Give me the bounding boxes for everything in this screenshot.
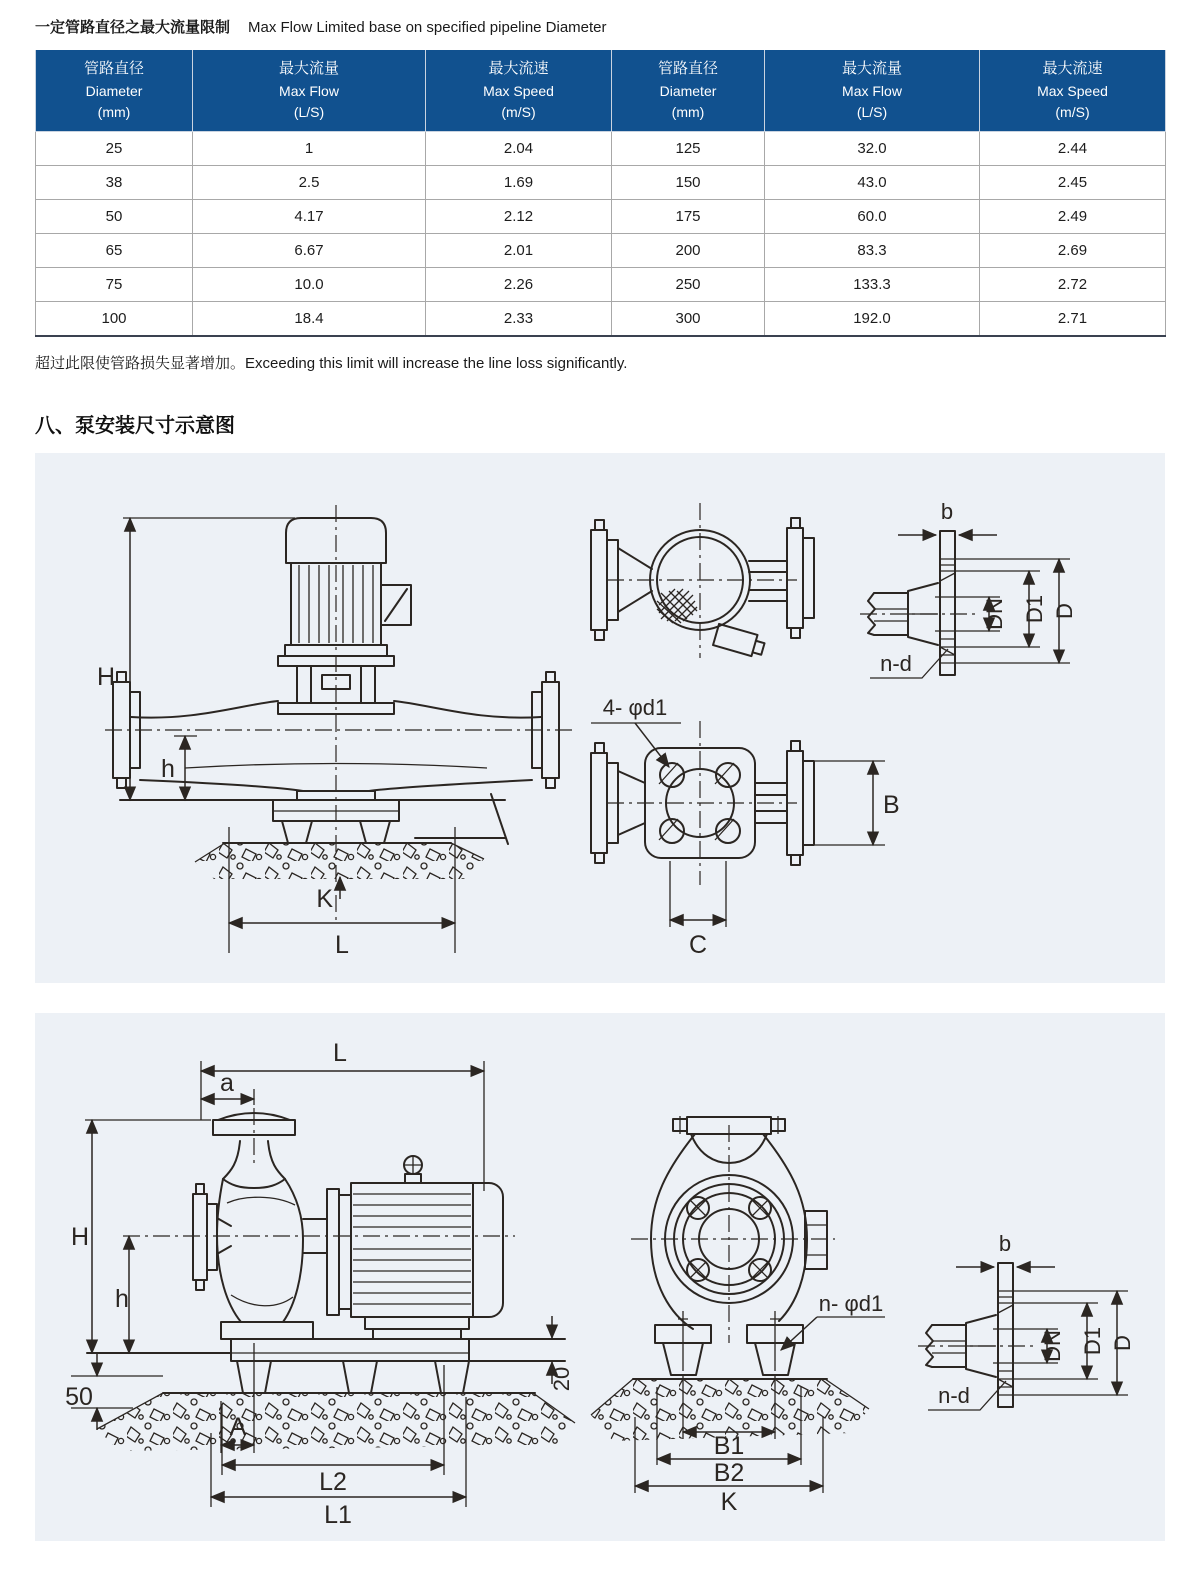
table-header-cell: 最大流量 Max Flow (L/S): [193, 50, 426, 131]
table-cell: 18.4: [193, 301, 426, 336]
table-cell: 300: [612, 301, 765, 336]
table-cell: 75: [36, 267, 193, 301]
table-header-cell: 最大流量 Max Flow (L/S): [765, 50, 980, 131]
table-cell: 150: [612, 165, 765, 199]
table-cell: 200: [612, 233, 765, 267]
dim-label-h-small: h: [161, 754, 175, 783]
table-cell: 192.0: [765, 301, 980, 336]
dim-label-50: 50: [65, 1382, 93, 1411]
table-cell: 83.3: [765, 233, 980, 267]
baseplate-foundation-drawing: [120, 794, 508, 879]
table-cell: 250: [612, 267, 765, 301]
motor-drawing: [303, 1156, 503, 1339]
pump-casing-drawing: [193, 1179, 313, 1339]
table-cell: 32.0: [765, 131, 980, 165]
limit-note-zh: 超过此限使管路损失显著增加。: [35, 354, 246, 372]
horizontal-pump-dimension-drawing: [35, 1013, 1165, 1541]
limit-note: [35, 352, 1165, 373]
table-row: [36, 233, 1166, 267]
dim-label-a-small: a: [220, 1068, 234, 1097]
dim-label-a-capital: A: [229, 1412, 247, 1441]
page-title-en: Max Flow Limited base on specified pipeline Diameter: [248, 19, 607, 36]
table-cell: 2.04: [426, 131, 612, 165]
junction-box: [713, 623, 766, 658]
page-title-zh: 一定管路直径之最大流量限制: [35, 19, 231, 36]
table-cell: 2.72: [980, 267, 1166, 301]
table-cell: 50: [36, 199, 193, 233]
feet-foundation-drawing: [591, 1311, 869, 1441]
dim-label-b1: B1: [713, 1431, 745, 1460]
dim-label-l: L: [333, 1038, 347, 1067]
table-cell: 2.33: [426, 301, 612, 336]
table-cell: 2.44: [980, 131, 1166, 165]
table-cell: 2.26: [426, 267, 612, 301]
dim-label-l1: L1: [324, 1500, 352, 1529]
dim-label-h-capital: H: [71, 1222, 90, 1251]
table-cell: 65: [36, 233, 193, 267]
table-row: [36, 301, 1166, 336]
motor-drawing: [278, 518, 411, 714]
table-cell: 100: [36, 301, 193, 336]
table-cell: 10.0: [193, 267, 426, 301]
table-header-cell: 最大流速 Max Speed (m/S): [426, 50, 612, 131]
table-cell: 60.0: [765, 199, 980, 233]
table-cell: 2.12: [426, 199, 612, 233]
limit-note-en: Exceeding this limit will increase the line loss significantly.: [245, 354, 628, 372]
table-header-cell: 管路直径 Diameter (mm): [36, 50, 193, 131]
page-title: [35, 16, 1165, 37]
dim-label-k: K: [316, 884, 333, 913]
inline-pump-dimension-drawing: DN D1 D H h K L 4- φd1 B C: [35, 453, 1165, 983]
table-cell: 2.69: [980, 233, 1166, 267]
pump-top-view: [591, 503, 814, 659]
table-row: [36, 165, 1166, 199]
table-row: [36, 267, 1166, 301]
table-row: [36, 131, 1166, 165]
table-cell: 2.5: [193, 165, 426, 199]
installation-diagram-panel-1: [35, 453, 1165, 983]
table-cell: 25: [36, 131, 193, 165]
pump-end-view: [591, 1116, 885, 1516]
table-cell: 4.17: [193, 199, 426, 233]
table-cell: 1.69: [426, 165, 612, 199]
table-row: [36, 199, 1166, 233]
table-cell: 6.67: [193, 233, 426, 267]
baseplate-foundation-drawing: [87, 1339, 575, 1451]
dim-label-h-small: h: [115, 1284, 129, 1313]
table-cell: 38: [36, 165, 193, 199]
table-cell: 125: [612, 131, 765, 165]
dim-label-l2: L2: [319, 1467, 347, 1496]
table-header: [36, 50, 1166, 131]
table-cell: 1: [193, 131, 426, 165]
table-cell: 2.49: [980, 199, 1166, 233]
dimensions-side-view: [65, 1039, 574, 1529]
max-flow-table: [35, 50, 1166, 337]
pump-bottom-view: [591, 695, 900, 959]
table-cell: 43.0: [765, 165, 980, 199]
horizontal-pump-side-view: [65, 1039, 575, 1529]
bolt-callout: 4- φd1: [602, 694, 668, 720]
section-heading: 八、泵安装尺寸示意图: [35, 414, 235, 437]
table-cell: 133.3: [765, 267, 980, 301]
table-cell: 2.45: [980, 165, 1166, 199]
vertical-pump-side-view: [97, 505, 575, 959]
dim-label-b-capital: B: [883, 790, 900, 819]
table-header-cell: 最大流速 Max Speed (m/S): [980, 50, 1166, 131]
bolt-callout: n- φd1: [818, 1290, 884, 1316]
table-cell: 2.71: [980, 301, 1166, 336]
dim-label-l: L: [335, 930, 349, 959]
dim-label-b2: B2: [713, 1458, 745, 1487]
table-header-cell: 管路直径 Diameter (mm): [612, 50, 765, 131]
installation-diagram-panel-2: [35, 1013, 1165, 1541]
dim-label-c: C: [688, 930, 708, 959]
table-cell: 2.01: [426, 233, 612, 267]
crosshatch-pattern: [657, 589, 697, 623]
dim-label-k: K: [720, 1487, 738, 1516]
dim-label-h-capital: H: [97, 662, 116, 691]
table-cell: 175: [612, 199, 765, 233]
dim-label-20: 20: [549, 1366, 574, 1391]
